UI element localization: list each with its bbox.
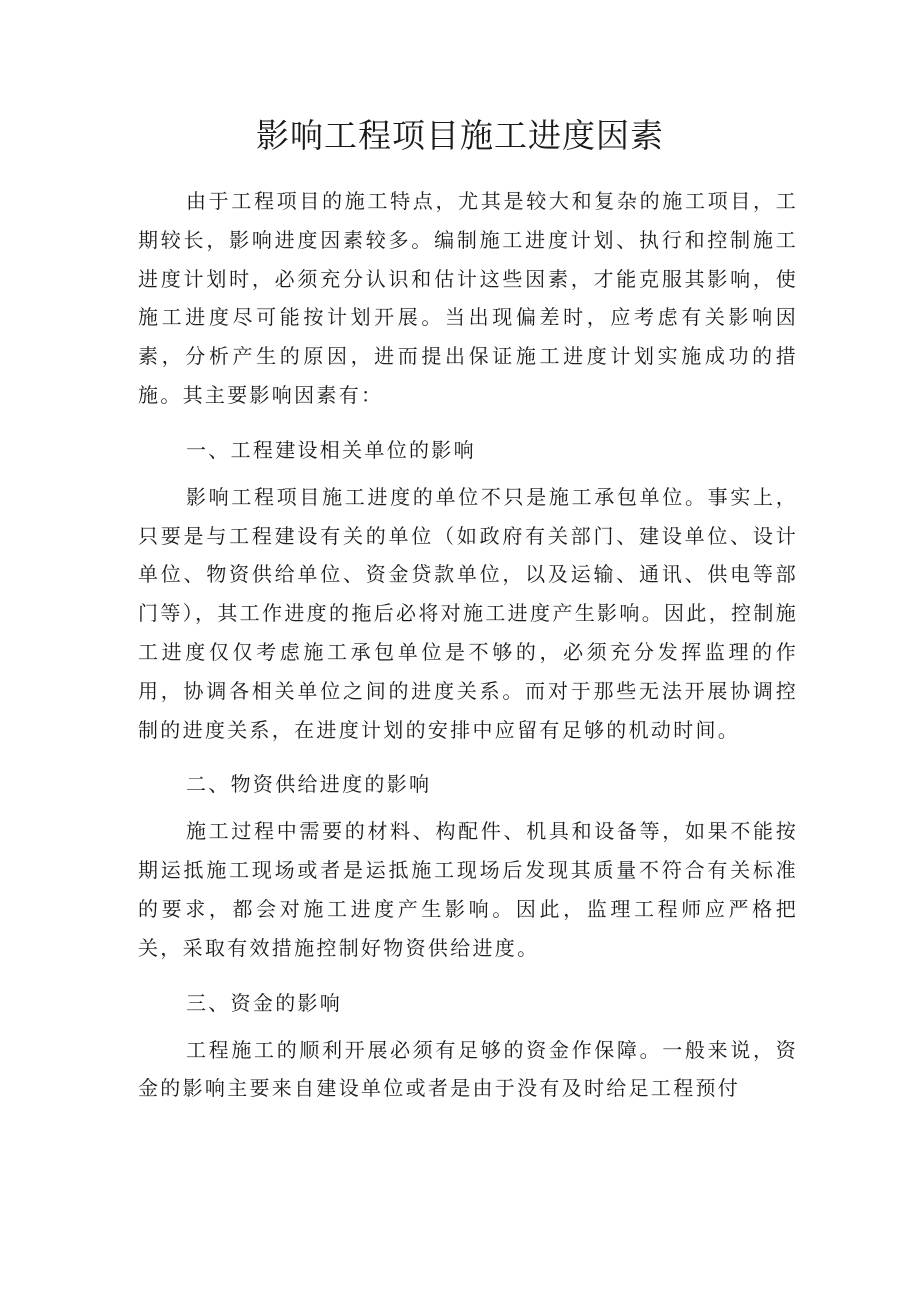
document-title: 影响工程项目施工进度因素 [256,116,664,155]
section-paragraph-1: 影响工程项目施工进度的单位不只是施工承包单位。事实上，只要是与工程建设有关的单位（如政府有关部门、建设单位、设计单位、物资供给单位、资金贷款单位，以及运输、通讯、供电等部门等），其工作进度的拖后必将对施工进度产生影响。因此，控制施工进度仅仅考虑施工承包单位是不够的，必须充分发挥监理的作用，协调各相关单位之间的进度关系。而对于那些无法开展协调控制的进度关系，在进度计划的安排中应留有足够的机动时间。 [138,484,798,742]
section-heading-2: 二、物资供给进度的影响 [186,772,432,797]
section-paragraph-3: 工程施工的顺利开展必须有足够的资金作保障。一般来说，资金的影响主要来自建设单位或者是由于没有及时给足工程预付 [138,1037,798,1101]
section-heading-1: 一、工程建设相关单位的影响 [186,437,476,462]
intro-paragraph: 由于工程项目的施工特点，尤其是较大和复杂的施工项目，工期较长，影响进度因素较多。编制施工进度计划、执行和控制施工进度计划时，必须充分认识和估计这些因素，才能克服其影响，使施工进度尽可能按计划开展。当出现偏差时，应考虑有关影响因素，分析产生的原因，进而提出保证施工进度计划实施成功的措施。其主要影响因素有： [138,189,798,407]
section-paragraph-2: 施工过程中需要的材料、构配件、机具和设备等，如果不能按期运抵施工现场或者是运抵施工现场后发现其质量不符合有关标准的要求，都会对施工进度产生影响。因此，监理工程师应严格把关，采取有效措施控制好物资供给进度。 [138,819,798,960]
section-heading-3: 三、资金的影响 [186,990,343,1015]
document-body [138,182,798,1108]
